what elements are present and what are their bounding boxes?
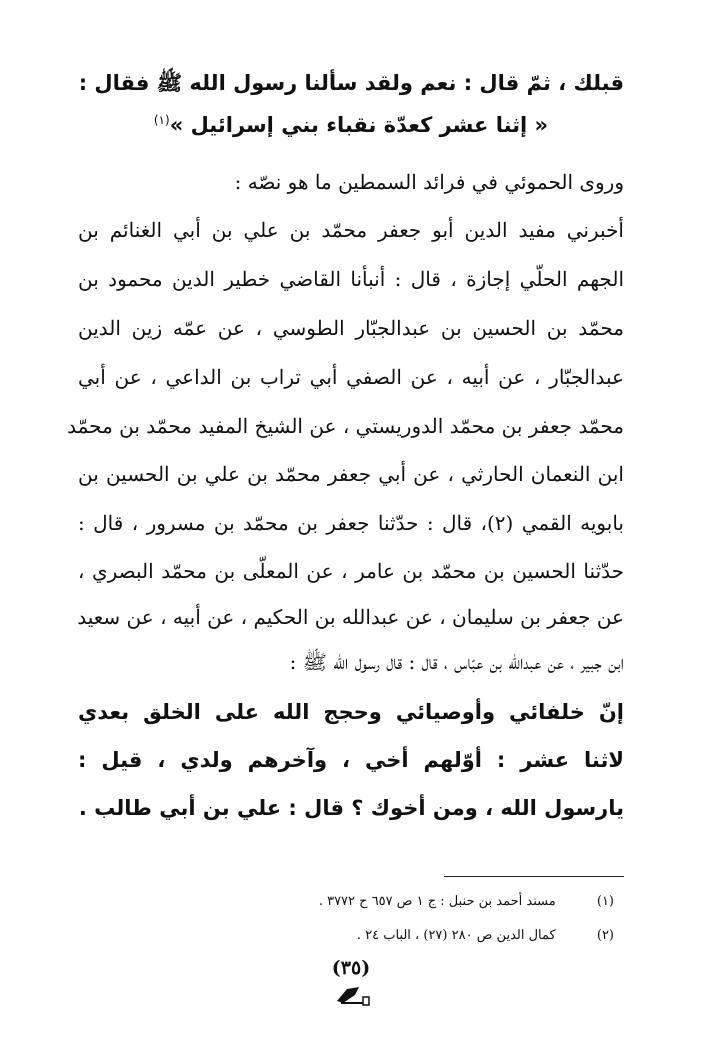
hadith-line: يارسول الله ، ومن أخوك ؟ قال : علي بن أبي طالب .: [78, 796, 624, 820]
page-number: (٣٥): [331, 957, 371, 979]
body-line: محمّد جعفر بن محمّد الدوريستي ، عن الشيخ المفيد محمّد بن محمّد: [67, 414, 624, 438]
footnote-ref-1: (١): [153, 113, 170, 127]
body-line: أخبرني مفيد الدين أبو جعفر محمّد بن علي بن أبي الغنائم بن: [78, 218, 624, 242]
intro-line-1: قبلك ، ثمّ قال : نعم ولقد سألنا رسول الله ﷺ فقال :: [78, 71, 624, 95]
quoted-hadith: « إثنا عشر كعدّة نقباء بني إسرائيل »: [169, 113, 549, 137]
footnote-text: مسند أحمد بن حنبل : ج ١ ص ٦٥٧ ح ٣٧٧٢ .: [318, 894, 556, 909]
footnote-number: (٢): [596, 928, 614, 943]
footnote-text: كمال الدين ص ٢٨٠ (٢٧) ، الباب ٢٤ .: [356, 928, 556, 943]
hadith-line: لاثنا عشر : أوّلهم أخي ، وآخرهم ولدي ، قيل :: [78, 748, 624, 772]
footnote-number: (١): [596, 894, 614, 909]
body-line: عبدالجبّار ، عن أبيه ، عن الصفي أبي تراب بن الداعي ، عن أبي: [78, 365, 624, 389]
body-line: حدّثنا الحسين بن محمّد بن عامر ، عن المعلّى بن محمّد البصري ،: [78, 559, 624, 583]
body-line: بابويه القمي (٢)، قال : حدّثنا جعفر بن محمّد بن مسرور ، قال :: [78, 511, 624, 535]
footnote-divider: [444, 876, 624, 877]
body-line: ابن جبير ، عن عبدالله بن عبّاس ، قال : قال رسول الله ﷺ :: [289, 650, 624, 674]
intro-line-3: وروى الحموئي في فرائد السمطين ما هو نصّه :: [234, 170, 624, 194]
hadith-line: إنّ خلفائي وأوصيائي وحجج الله على الخلق بعدي: [78, 700, 624, 724]
intro-line-2: [78, 113, 624, 137]
pen-ornament-icon: [333, 983, 373, 1007]
footnote-1: [319, 894, 614, 909]
body-line: عن جعفر بن سليمان ، عن عبدالله بن الحكيم ، عن أبيه ، عن سعيد: [77, 605, 624, 629]
body-line: محمّد بن الحسين بن عبدالجبّار الطوسي ، عن عمّه زين الدين: [78, 316, 624, 340]
body-line: ابن النعمان الحارثي ، عن أبي جعفر محمّد بن علي بن الحسين بن: [78, 462, 624, 486]
body-line: الجهم الحلّي إجازة ، قال : أنبأنا القاضي خطير الدين محمود بن: [78, 267, 624, 291]
footnote-2: [357, 928, 614, 943]
